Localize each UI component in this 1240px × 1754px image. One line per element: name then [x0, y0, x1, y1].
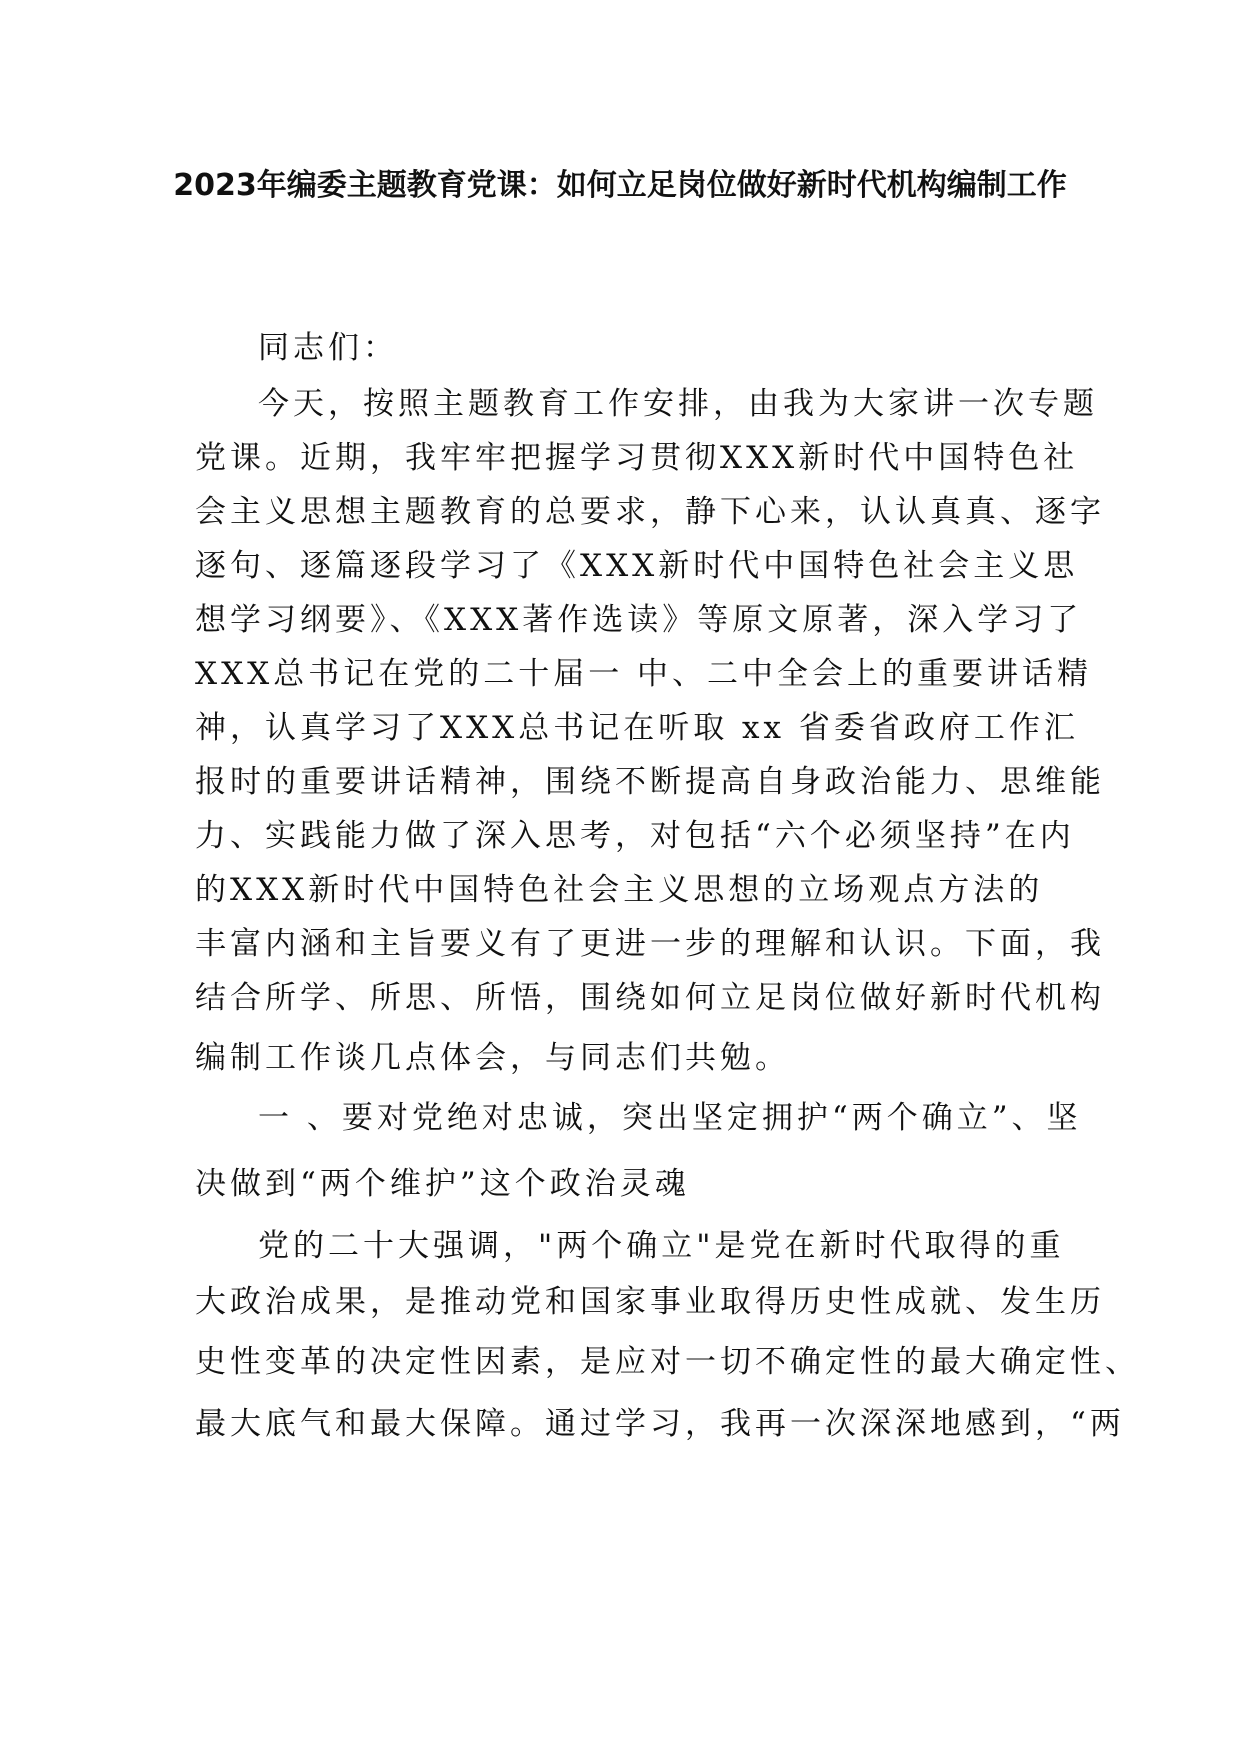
body-line: 大政治成果，是推动党和国家事业取得历史性成就、发生历	[195, 1284, 1105, 1320]
section-heading-line: 一 、要对党绝对忠诚，突出坚定拥护“两个确立”、坚	[258, 1100, 1082, 1136]
body-line: 结合所学、所思、所悟，围绕如何立足岗位做好新时代机构	[195, 980, 1105, 1016]
body-line: 神，认真学习了XXX总书记在听取 xx 省委省政府工作汇	[195, 710, 1079, 746]
body-line: 逐句、逐篇逐段学习了《XXX新时代中国特色社会主义思	[195, 548, 1079, 584]
body-line: 会主义思想主题教育的总要求，静下心来，认认真真、逐字	[195, 494, 1105, 530]
section-heading-line: 决做到“两个维护”这个政治灵魂	[195, 1166, 690, 1202]
body-line: 党的二十大强调，"两个确立"是党在新时代取得的重	[258, 1228, 1065, 1264]
body-line: 的XXX新时代中国特色社会主义思想的立场观点方法的	[195, 872, 1044, 908]
body-line: 力、实践能力做了深入思考，对包括“六个必须坚持”在内	[195, 818, 1075, 854]
body-line: 想学习纲要》、《XXX著作选读》等原文原著，深入学习了	[195, 602, 1083, 638]
document-title: 2023年编委主题教育党课：如何立足岗位做好新时代机构编制工作	[173, 168, 1067, 203]
body-line: 党课。近期，我牢牢把握学习贯彻XXX新时代中国特色社	[195, 440, 1079, 476]
body-line: 史性变革的决定性因素，是应对一切不确定性的最大确定性、	[195, 1344, 1140, 1380]
body-line: 报时的重要讲话精神，围绕不断提高自身政治能力、思维能	[195, 764, 1105, 800]
body-line: 丰富内涵和主旨要义有了更进一步的理解和认识。下面，我	[195, 926, 1105, 962]
body-line: 最大底气和最大保障。通过学习，我再一次深深地感到，“两	[195, 1406, 1125, 1442]
body-line: 编制工作谈几点体会，与同志们共勉。	[195, 1040, 790, 1076]
salutation-line: 同志们：	[258, 330, 398, 366]
body-line: XXX总书记在党的二十届一 中、二中全会上的重要讲话精	[195, 656, 1093, 692]
body-line: 今天，按照主题教育工作安排，由我为大家讲一次专题	[258, 386, 1098, 422]
